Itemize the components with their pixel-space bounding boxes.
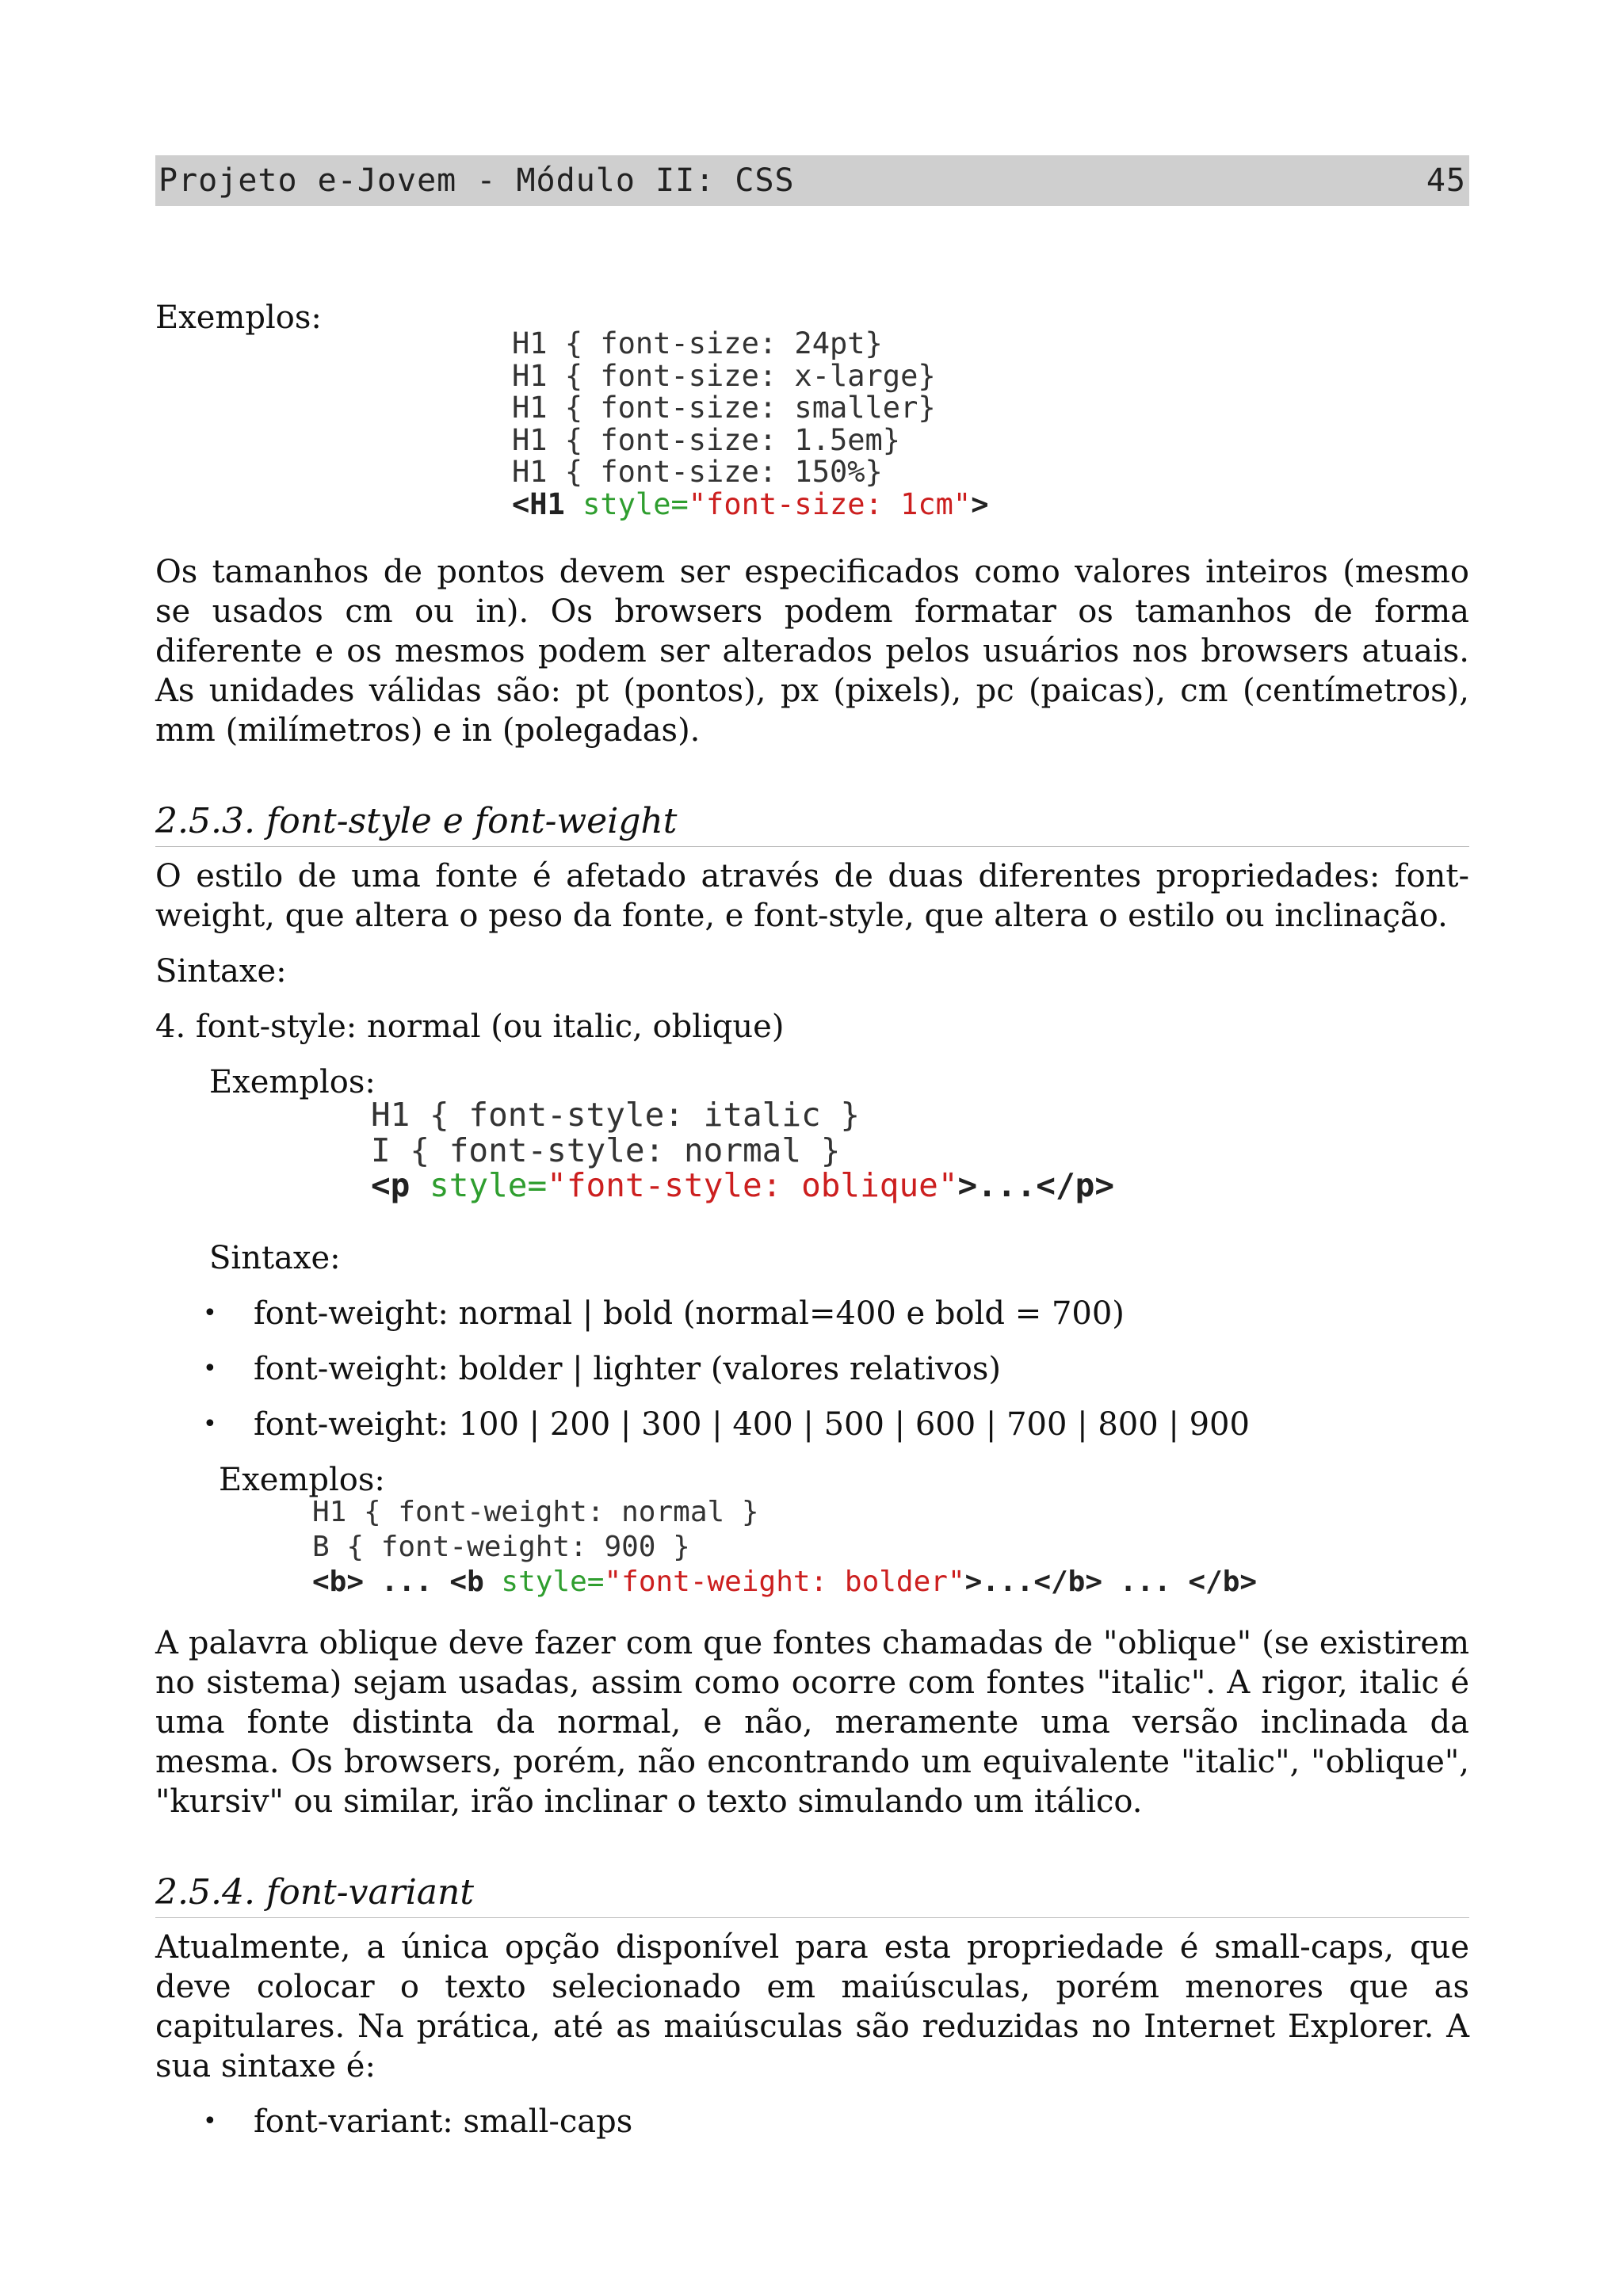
code-value: "font-size: 1cm" <box>688 486 972 521</box>
font-variant-paragraph: Atualmente, a única opção disponível para esta propriedade é small-caps, que deve colocar o texto selecionado em maiúsculas, porém menores que as capitulares. Na prática, até as maiúsculas são reduzidas no Internet Explorer. A sua sintaxe é: <box>155 1928 1469 2084</box>
section-intro: O estilo de uma fonte é afetado através de duas diferentes propriedades: font-weight, que altera o peso da fonte, e font-style, que altera o estilo ou inclinação. <box>155 858 1469 934</box>
code-line: H1 { font-size: smaller} <box>512 391 936 425</box>
code-value: "font-style: oblique" <box>547 1166 958 1204</box>
numbered-item: 4. font-style: normal (ou italic, oblique) <box>155 1009 785 1045</box>
list-item-text: font-variant: small-caps <box>254 2103 633 2140</box>
list-item <box>155 1294 1469 1333</box>
code-line-inline-style <box>312 1565 1469 1600</box>
bullet-icon: • <box>203 1354 217 1383</box>
header-title: Projeto e-Jovem - Módulo II: CSS <box>158 162 795 199</box>
code-line: H1 { font-style: italic } <box>371 1096 861 1134</box>
code-line: H1 { font-size: 24pt} <box>512 326 883 360</box>
units-paragraph: Os tamanhos de pontos devem ser especificados como valores inteiros (mesmo se usados cm ou in). Os browsers podem formatar os tamanhos de forma diferente e os mesmos podem ser alterados pelos usuários nos browsers atuais. As unidades válidas são: pt (pontos), px (pixels), pc (paicas), cm (centímetros), mm (milímetros) e in (polegadas). <box>155 554 1469 749</box>
list-item-text: font-weight: normal | bold (normal=400 e bold = 700) <box>254 1295 1125 1332</box>
oblique-paragraph: A palavra oblique deve fazer com que fontes chamadas de "oblique" (se existirem no sistema) sejam usadas, assim como ocorre com fontes "italic". A rigor, italic é uma fonte distinta da normal, e não, meramente uma versão inclinada da mesma. Os browsers, porém, não encontrando um equivalente "italic", "oblique", "kursiv" ou similar, irão inclinar o texto simulando um itálico. <box>155 1624 1469 1820</box>
code-line: H1 { font-size: x-large} <box>512 358 936 393</box>
code-line-inline-style <box>512 486 1469 521</box>
code-tag: > <box>971 486 989 521</box>
font-weight-code-block <box>312 1495 1469 1600</box>
bullet-icon: • <box>203 2107 217 2135</box>
page-number: 45 <box>1426 162 1466 199</box>
list-item <box>155 1405 1469 1444</box>
examples-label: Exemplos: <box>155 299 322 336</box>
list-item <box>155 1349 1469 1389</box>
bullet-icon: • <box>203 1299 217 1327</box>
section-heading-2-5-3: 2.5.3. font-style e font-weight <box>155 801 1469 847</box>
code-attr: style= <box>410 1166 548 1204</box>
code-tag: <H1 <box>512 486 565 521</box>
code-line: B { font-weight: 900 } <box>312 1530 690 1563</box>
document-page <box>155 155 1469 2142</box>
font-variant-bullet-list <box>155 2102 1469 2142</box>
code-value: "font-weight: bolder" <box>604 1565 965 1598</box>
code-line: I { font-style: normal } <box>371 1131 841 1169</box>
bullet-icon: • <box>203 1409 217 1438</box>
list-item <box>155 2102 1469 2142</box>
examples-label: Exemplos: <box>219 1461 385 1498</box>
code-tag: <p <box>371 1166 411 1204</box>
page-header <box>155 155 1469 206</box>
syntax-label: Sintaxe: <box>155 953 287 990</box>
code-line: H1 { font-size: 1.5em} <box>512 422 901 457</box>
font-weight-bullet-list <box>155 1294 1469 1444</box>
code-tag: >...</b> ... </b> <box>964 1565 1258 1598</box>
list-item-text: font-weight: bolder | lighter (valores relativos) <box>254 1350 1001 1387</box>
examples-label: Exemplos: <box>209 1064 376 1100</box>
code-attr: style= <box>483 1565 605 1598</box>
code-tag: <b> ... <b <box>312 1565 484 1598</box>
section-heading-2-5-4: 2.5.4. font-variant <box>155 1872 1469 1918</box>
code-attr: style= <box>564 486 689 521</box>
code-line: H1 { font-size: 150%} <box>512 455 883 489</box>
code-line-inline-style <box>371 1168 1469 1203</box>
list-item-text: font-weight: 100 | 200 | 300 | 400 | 500 | 600 | 700 | 800 | 900 <box>254 1405 1250 1443</box>
code-tag: >...</p> <box>957 1166 1115 1204</box>
font-style-code-block <box>371 1097 1469 1203</box>
syntax-label: Sintaxe: <box>209 1239 341 1276</box>
font-size-code-block <box>512 328 1469 521</box>
code-line: H1 { font-weight: normal } <box>312 1495 759 1528</box>
